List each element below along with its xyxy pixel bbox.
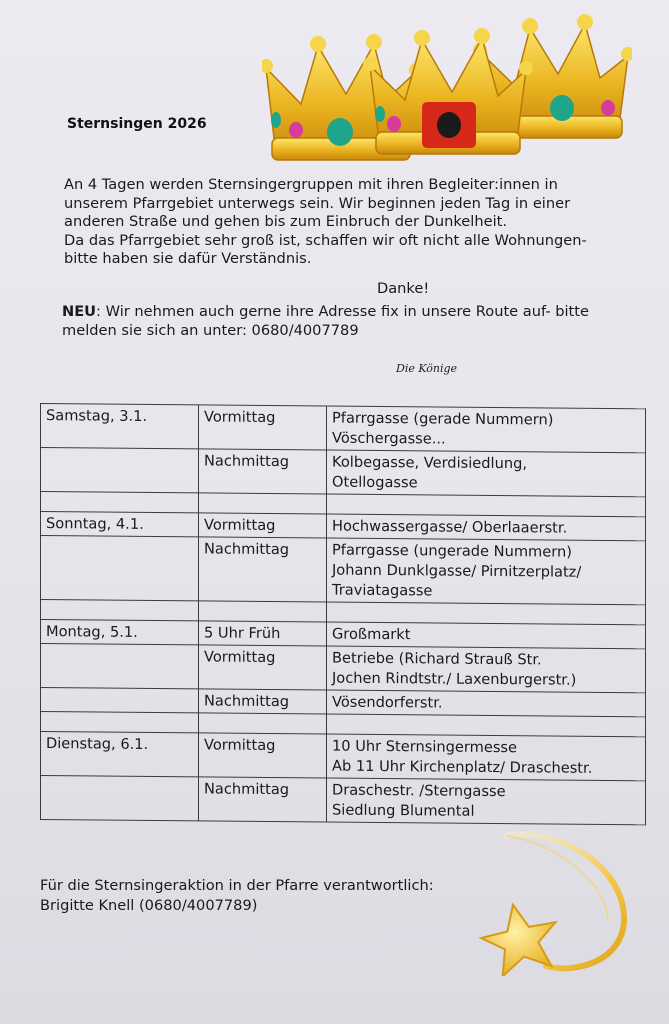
new-notice bbox=[62, 302, 662, 340]
street-line: Draschestr. /Sterngasse bbox=[332, 781, 506, 801]
table-row bbox=[41, 732, 646, 781]
street-line: Siedlung Blumental bbox=[332, 801, 475, 820]
streets-cell bbox=[327, 690, 646, 717]
day-cell: Dienstag, 6.1. bbox=[41, 732, 199, 777]
intro-paragraph bbox=[64, 176, 654, 269]
street-line: Jochen Rindtstr./ Laxenburgerstr.) bbox=[332, 669, 577, 689]
street-line: Kolbegasse, Verdisiedlung, bbox=[332, 453, 527, 473]
time-cell: Vormittag bbox=[199, 405, 327, 450]
intro-line: An 4 Tagen werden Sternsingergruppen mit ihren Begleiter:innen in bbox=[64, 176, 558, 193]
time-cell: Nachmittag bbox=[199, 449, 327, 494]
table-row bbox=[41, 448, 646, 497]
street-line: Johann Dunklgasse/ Pirnitzerplatz/ bbox=[332, 561, 582, 581]
street-line: Großmarkt bbox=[332, 625, 411, 644]
day-cell: Samstag, 3.1. bbox=[41, 404, 199, 449]
streets-cell bbox=[327, 538, 646, 605]
day-cell: Montag, 5.1. bbox=[41, 620, 199, 645]
table-row bbox=[41, 644, 646, 693]
street-line: Otellogasse bbox=[332, 473, 418, 492]
time-cell: Nachmittag bbox=[199, 537, 327, 602]
street-line: Ab 11 Uhr Kirchenplatz/ Draschestr. bbox=[332, 757, 593, 777]
day-cell: Sonntag, 4.1. bbox=[41, 512, 199, 537]
streets-cell bbox=[327, 622, 646, 649]
street-line: Hochwassergasse/ Oberlaaerstr. bbox=[332, 517, 568, 537]
streets-cell bbox=[327, 778, 646, 825]
crowns-sticker-icon bbox=[262, 8, 632, 168]
day-cell bbox=[41, 448, 199, 493]
time-cell: Nachmittag bbox=[199, 777, 327, 822]
street-line: Betriebe (Richard Strauß Str. bbox=[332, 649, 542, 669]
street-line: Pfarrgasse (gerade Nummern) bbox=[332, 409, 554, 429]
time-cell: 5 Uhr Früh bbox=[199, 621, 327, 646]
street-line: Traviatagasse bbox=[332, 581, 433, 600]
day-cell bbox=[41, 644, 199, 689]
streets-cell bbox=[327, 450, 646, 497]
street-line: 10 Uhr Sternsingermesse bbox=[332, 737, 518, 757]
time-cell: Vormittag bbox=[199, 513, 327, 538]
intro-line: Da das Pfarrgebiet sehr groß ist, schaffen wir oft nicht alle Wohnungen- bbox=[64, 231, 587, 249]
streets-cell bbox=[327, 734, 646, 781]
street-line: Vösendorferstr. bbox=[332, 693, 443, 712]
new-text-line2: melden sie sich an unter: 0680/4007789 bbox=[62, 322, 359, 339]
day-cell bbox=[41, 536, 199, 601]
day-cell bbox=[41, 776, 199, 821]
table-row bbox=[41, 404, 646, 453]
shooting-star-sticker-icon bbox=[476, 826, 636, 976]
table-row bbox=[41, 776, 646, 825]
intro-line: bitte haben sie dafür Verständnis. bbox=[64, 250, 312, 268]
streets-cell bbox=[327, 514, 646, 541]
time-cell: Nachmittag bbox=[199, 689, 327, 714]
streets-cell bbox=[327, 406, 646, 453]
new-text: : Wir nehmen auch gerne ihre Adresse fix in unsere Route auf- bitte bbox=[96, 303, 589, 320]
footer-line: Für die Sternsingeraktion in der Pfarre verantwortlich: bbox=[40, 877, 434, 894]
street-line: Pfarrgasse (ungerade Nummern) bbox=[332, 541, 572, 561]
streets-cell bbox=[327, 646, 646, 693]
thanks-text: Danke! bbox=[377, 280, 430, 297]
document-title: Sternsingen 2026 bbox=[67, 116, 207, 132]
schedule-table bbox=[40, 403, 646, 825]
intro-line: unserem Pfarrgebiet unterwegs sein. Wir beginnen jeden Tag in einer bbox=[64, 194, 571, 212]
day-cell bbox=[41, 688, 199, 713]
footer-contact: Brigitte Knell (0680/4007789) bbox=[40, 897, 258, 914]
signature-kings: Die Könige bbox=[396, 362, 458, 375]
time-cell: Vormittag bbox=[199, 645, 327, 690]
table-row bbox=[41, 536, 646, 605]
footer-responsible bbox=[40, 876, 434, 916]
time-cell: Vormittag bbox=[199, 733, 327, 778]
intro-line: anderen Straße und gehen bis zum Einbruch der Dunkelheit. bbox=[64, 213, 507, 231]
street-line: Vöschergasse... bbox=[332, 429, 446, 448]
new-label: NEU bbox=[62, 303, 97, 320]
